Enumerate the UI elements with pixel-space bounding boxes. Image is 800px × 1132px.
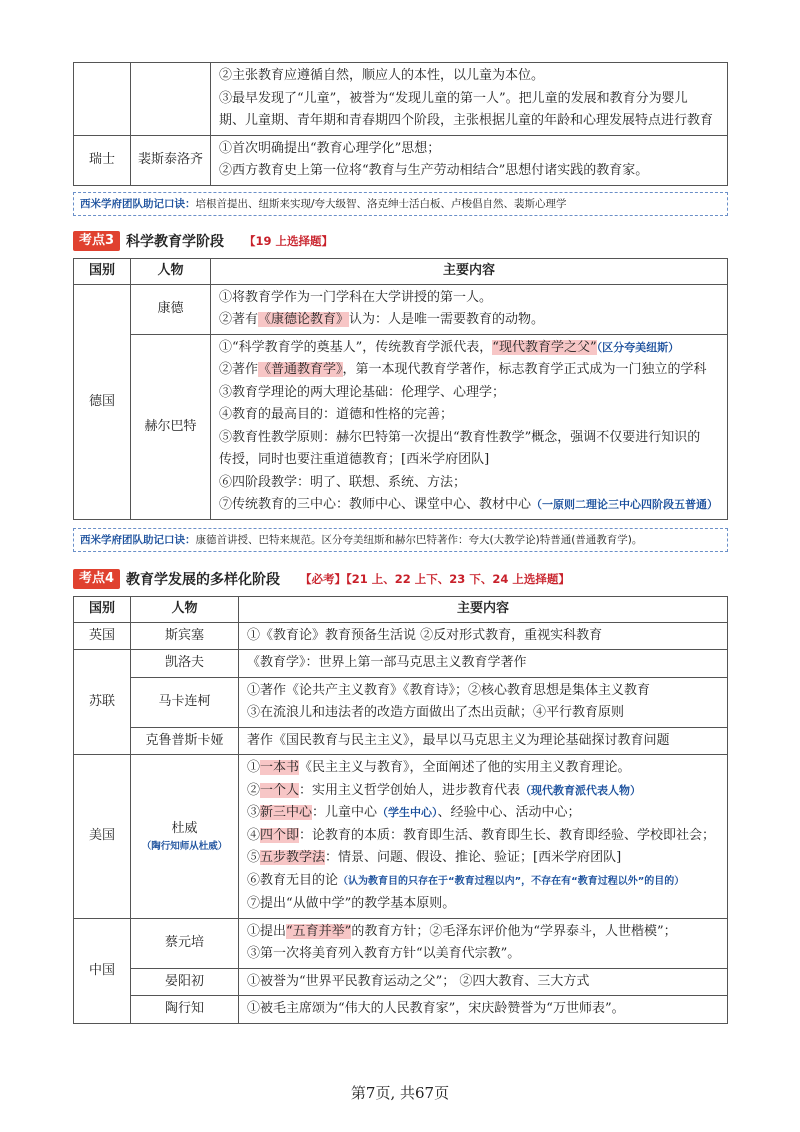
top-table	[73, 62, 728, 186]
person-name: 杜威	[171, 821, 198, 837]
content-line: ⑦传统教育的三中心：教师中心、课堂中心、教材中心（一原则二理论三中心四阶段五普通）	[219, 497, 719, 512]
content-line: ③新三中心：儿童中心（学生中心）、经验中心、活动中心；	[247, 805, 581, 820]
section-badge: 考点4	[73, 569, 120, 589]
section-title: 教育学发展的多样化阶段	[126, 571, 281, 588]
page-content	[73, 62, 728, 1024]
content-line: ①提出“五育并举”的教育方针；②毛泽东评价他为“学界泰斗，人世楷模”；	[247, 923, 677, 939]
section-badge: 考点3	[73, 231, 120, 251]
content-cell	[239, 755, 728, 919]
person-cell: 凯洛夫	[131, 650, 239, 678]
content-cell	[211, 284, 728, 334]
content-cell	[239, 650, 728, 678]
content-line: 《教育学》：世界上第一部马克思主义教育学著作	[247, 655, 527, 670]
table-header-row	[74, 258, 728, 284]
content-cell	[211, 135, 728, 185]
person-cell: 陶行知	[131, 996, 239, 1024]
note: （学生中心）	[377, 806, 438, 819]
mnemonic-text: 培根首提出、纽斯来实现/夸大级智、洛克绅士活白板、卢梭倡自然、裴斯心理学	[195, 197, 567, 210]
content-line: ①一本书《民主主义与教育》，全面阐述了他的实用主义教育理论。	[247, 760, 631, 775]
content-cell	[239, 918, 728, 968]
content-line: ⑦提出“从做中学”的教学基本原则。	[247, 896, 456, 911]
page-footer: 第7页, 共67页	[350, 1084, 450, 1102]
person-cell: 康德	[131, 284, 211, 334]
highlight: “现代教育学之父”	[492, 339, 597, 355]
mnemonic-box	[73, 192, 728, 216]
table-row	[74, 677, 728, 727]
table-row	[74, 968, 728, 996]
content-line: ⑤教育性教学原则：赫尔巴特第一次提出“教育性教学”概念，强调不仅要进行知识的	[219, 429, 701, 445]
table-header-row	[74, 596, 728, 622]
person-cell: 蔡元培	[131, 918, 239, 968]
table-row	[74, 622, 728, 650]
table-row	[74, 63, 728, 136]
content-line: ①“科学教育学的奠基人”，传统教育学派代表，“现代教育学之父”（区分夸美纽斯）	[219, 339, 680, 355]
column-header: 国别	[74, 596, 131, 622]
mnemonic-label: 西米学府团队助记口诀：	[80, 197, 196, 210]
country-cell: 美国	[74, 755, 131, 919]
note: （陶行知师从杜威）	[141, 841, 228, 853]
content-line: ①《教育论》教育预备生活说 ②反对形式教育，重视实科教育	[247, 627, 603, 643]
column-header: 人物	[131, 596, 239, 622]
content-line: ④四个即：论教育的本质：教育即生活、教育即生长、教育即经验、学校即社会；	[247, 827, 716, 843]
mnemonic-text: 康德首讲授、巴特来规范。区分夸美纽斯和赫尔巴特著作：夸大(大教学论)特普通(普通教育学)。	[195, 533, 643, 546]
table-row	[74, 650, 728, 678]
note: （认为教育目的只存在于“教育过程以内”，不存在有“教育过程以外”的目的）	[338, 875, 685, 887]
section-3-table	[73, 258, 728, 520]
table-row	[74, 334, 728, 519]
person-cell: 裴斯泰洛齐	[131, 135, 211, 185]
table-row	[74, 918, 728, 968]
section-title: 科学教育学阶段	[126, 233, 225, 250]
content-line: ②主张教育应遵循自然，顺应人的本性，以儿童为本位。	[219, 68, 545, 83]
table-row	[74, 135, 728, 185]
content-line: ②著有《康德论教育》认为：人是唯一需要教育的动物。	[219, 312, 545, 327]
note: （现代教育派代表人物）	[520, 783, 642, 797]
country-cell: 苏联	[74, 650, 131, 755]
column-header: 国别	[74, 258, 131, 284]
country-cell: 德国	[74, 284, 131, 519]
highlight: 四个即	[260, 827, 300, 843]
content-line: ⑥四阶段教学：明了、联想、系统、方法；	[219, 474, 467, 490]
column-header: 主要内容	[211, 258, 728, 284]
content-line: 传授，同时也要注重道德教育；[西米学府团队]	[219, 452, 490, 467]
content-line: ④教育的最高目的：道德和性格的完善；	[219, 407, 454, 422]
person-cell: 马卡连柯	[131, 677, 239, 727]
table-row	[74, 284, 728, 334]
mnemonic-label: 西米学府团队助记口诀：	[80, 533, 196, 546]
table-row	[74, 755, 728, 919]
content-line: ⑤五步教学法：情景、问题、假设、推论、验证；[西米学府团队]	[247, 850, 622, 865]
country-cell: 英国	[74, 622, 131, 650]
content-line: ②一个人：实用主义哲学创始人，进步教育代表（现代教育派代表人物）	[247, 782, 642, 798]
highlight: “五育并举”	[286, 923, 352, 939]
highlight: 一个人	[260, 782, 300, 798]
content-line: ⑥教育无目的论（认为教育目的只存在于“教育过程以内”，不存在有“教育过程以外”的目的）	[247, 872, 685, 888]
country-cell: 瑞士	[74, 135, 131, 185]
table-row	[74, 996, 728, 1024]
content-line: ③最早发现了“儿童”，被誉为“发现儿童的第一人”。把儿童的发展和教育分为婴儿	[219, 90, 688, 106]
content-line: ①被誉为“世界平民教育运动之父”； ②四大教育、三大方式	[247, 973, 590, 989]
column-header: 人物	[131, 258, 211, 284]
mnemonic-box	[73, 528, 728, 552]
highlight: 五步教学法	[260, 850, 326, 865]
content-line: ③在流浪儿和违法者的改造方面做出了杰出贡献；④平行教育原则	[247, 705, 625, 720]
section-4-header	[73, 568, 728, 590]
content-line: ③第一次将美育列入教育方针“以美育代宗教”。	[247, 946, 521, 961]
person-cell: 斯宾塞	[131, 622, 239, 650]
table-row	[74, 727, 728, 755]
highlight: 《康德论教育》	[258, 312, 350, 327]
content-cell	[239, 622, 728, 650]
content-cell	[239, 727, 728, 755]
person-cell: 赫尔巴特	[131, 334, 211, 519]
content-line: 著作《国民教育与民主主义》，最早以马克思主义为理论基础探讨教育问题	[247, 732, 670, 748]
country-cell	[74, 63, 131, 136]
highlight: 一本书	[260, 760, 300, 775]
column-header: 主要内容	[239, 596, 728, 622]
section-3-header	[73, 230, 728, 252]
section-tag: 【19 上选择题】	[244, 233, 334, 248]
highlight: 新三中心	[260, 805, 313, 820]
content-line: ①著作《论共产主义教育》《教育诗》；②核心教育思想是集体主义教育	[247, 682, 651, 698]
person-cell: 晏阳初	[131, 968, 239, 996]
section-4-table	[73, 596, 728, 1024]
note: （区分夸美纽斯）	[596, 340, 680, 354]
country-cell: 中国	[74, 918, 131, 1023]
person-cell: 克鲁普斯卡娅	[131, 727, 239, 755]
highlight: 《普通教育学》	[258, 362, 343, 377]
content-line: ①被毛主席颂为“伟大的人民教育家”，宋庆龄赞誉为“万世师表”。	[247, 1001, 625, 1016]
content-line: ①将教育学作为一门学科在大学讲授的第一人。	[219, 289, 493, 305]
content-line: ③教育学理论的两大理论基础：伦理学、心理学；	[219, 384, 506, 400]
content-line: ①首次明确提出“教育心理学化”思想；	[219, 140, 441, 156]
content-cell	[239, 968, 728, 996]
section-tag: 【必考】【21 上、22 上下、23 下、24 上选择题】	[300, 571, 570, 586]
content-line: ②著作《普通教育学》，第一本现代教育学著作，标志教育学正式成为一门独立的学科	[219, 362, 707, 377]
content-cell	[239, 996, 728, 1024]
content-line: 期、儿童期、青年期和青春期四个阶段，主张根据儿童的年龄和心理发展特点进行教育	[219, 113, 714, 128]
content-cell	[239, 677, 728, 727]
person-cell	[131, 63, 211, 136]
content-cell	[211, 63, 728, 136]
note: （一原则二理论三中心四阶段五普通）	[531, 498, 719, 511]
content-line: ②西方教育史上第一位将“教育与生产劳动相结合”思想付诸实践的教育家。	[219, 163, 649, 178]
person-cell	[131, 755, 239, 919]
content-cell	[211, 334, 728, 519]
